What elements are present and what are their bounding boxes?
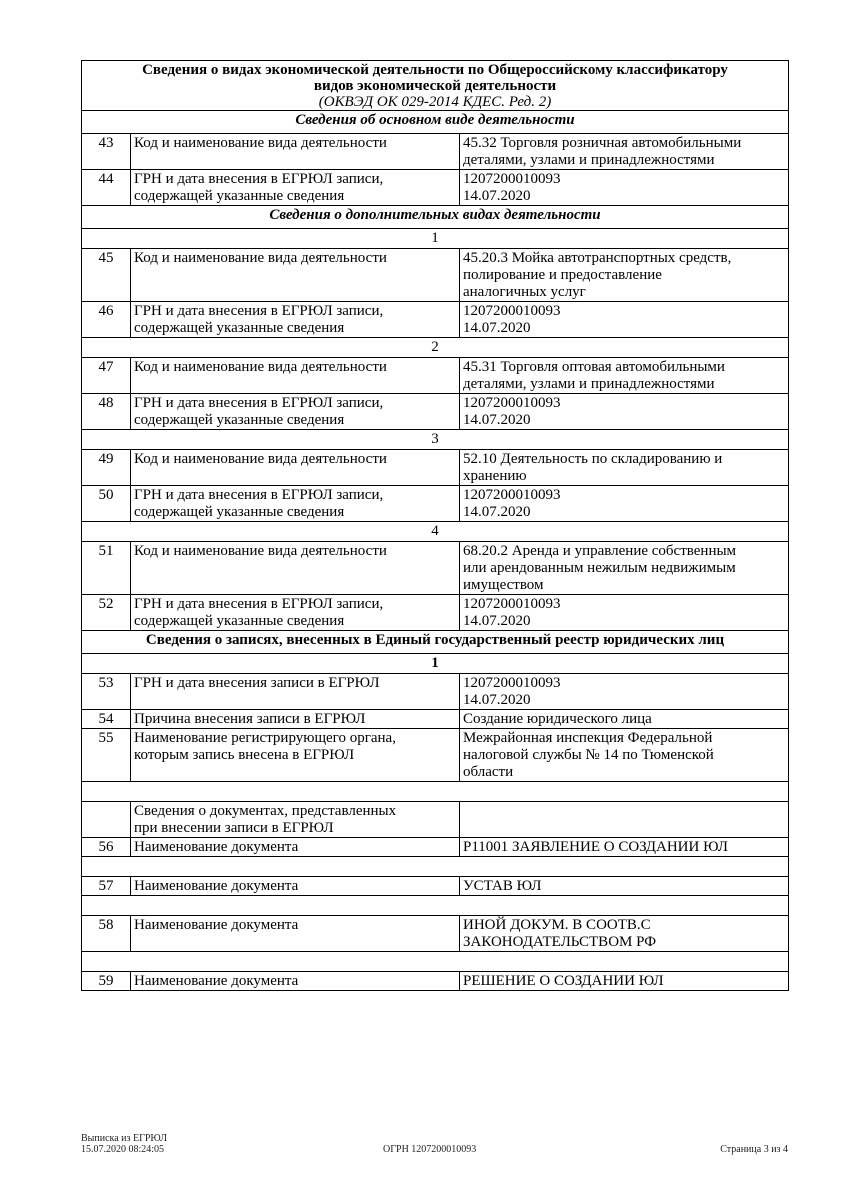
- footer-extract-label: Выписка из ЕГРЮЛ: [81, 1133, 167, 1144]
- table-row: [82, 710, 789, 729]
- group-row: [82, 522, 789, 542]
- footer-ogrn: ОГРН 1207200010093: [383, 1144, 477, 1155]
- table-row: [82, 170, 789, 206]
- table-row: [82, 877, 789, 896]
- row-number: 52: [82, 595, 131, 631]
- section-main-activity: Сведения об основном виде деятельности: [82, 111, 789, 134]
- row-value: ИНОЙ ДОКУМ. В СООТВ.С ЗАКОНОДАТЕЛЬСТВОМ РФ: [460, 916, 789, 952]
- classifier-subtitle: (ОКВЭД ОК 029-2014 КДЕС. Ред. 2): [318, 94, 552, 110]
- row-label: Код и наименование вида деятельности: [131, 134, 460, 170]
- row-value: 52.10 Деятельность по складированию и хранению: [460, 450, 789, 486]
- spacer-row: [82, 857, 789, 877]
- row-value: 1207200010093 14.07.2020: [460, 674, 789, 710]
- group-number: 2: [82, 338, 789, 358]
- empty-cell: [82, 952, 789, 972]
- spacer-row: [82, 896, 789, 916]
- row-label: ГРН и дата внесения в ЕГРЮЛ записи, содержащей указанные сведения: [131, 302, 460, 338]
- section-row: [82, 206, 789, 229]
- row-number: 56: [82, 838, 131, 857]
- table-row: [82, 916, 789, 952]
- row-number: 48: [82, 394, 131, 430]
- table-header-row: [82, 61, 789, 111]
- group-number: 4: [82, 522, 789, 542]
- row-value: 1207200010093 14.07.2020: [460, 170, 789, 206]
- row-number: 47: [82, 358, 131, 394]
- row-label: Код и наименование вида деятельности: [131, 358, 460, 394]
- row-label: ГРН и дата внесения в ЕГРЮЛ записи, содержащей указанные сведения: [131, 394, 460, 430]
- group-row: [82, 430, 789, 450]
- row-number: [82, 802, 131, 838]
- row-value: 1207200010093 14.07.2020: [460, 486, 789, 522]
- egrul-extract-table: [81, 60, 789, 991]
- empty-cell: [82, 857, 789, 877]
- record-number: 1: [82, 654, 789, 674]
- row-value: Создание юридического лица: [460, 710, 789, 729]
- table-row: [82, 542, 789, 595]
- row-label: Наименование документа: [131, 838, 460, 857]
- table-row: [82, 394, 789, 430]
- section-additional-activities: Сведения о дополнительных видах деятельности: [82, 206, 789, 229]
- row-value: 45.32 Торговля розничная автомобильными деталями, узлами и принадлежностями: [460, 134, 789, 170]
- table-row: [82, 358, 789, 394]
- row-number: 55: [82, 729, 131, 782]
- empty-cell: [82, 782, 789, 802]
- row-label: Сведения о документах, представленных при внесении записи в ЕГРЮЛ: [131, 802, 460, 838]
- row-value: Р11001 ЗАЯВЛЕНИЕ О СОЗДАНИИ ЮЛ: [460, 838, 789, 857]
- row-number: 49: [82, 450, 131, 486]
- row-value: РЕШЕНИЕ О СОЗДАНИИ ЮЛ: [460, 972, 789, 991]
- group-row: [82, 338, 789, 358]
- row-label: ГРН и дата внесения записи в ЕГРЮЛ: [131, 674, 460, 710]
- row-label: Код и наименование вида деятельности: [131, 450, 460, 486]
- row-label: Наименование регистрирующего органа, которым запись внесена в ЕГРЮЛ: [131, 729, 460, 782]
- row-label: Код и наименование вида деятельности: [131, 249, 460, 302]
- table-row: [82, 302, 789, 338]
- row-number: 53: [82, 674, 131, 710]
- row-value: 1207200010093 14.07.2020: [460, 394, 789, 430]
- section-row: [82, 631, 789, 654]
- group-row: [82, 229, 789, 249]
- row-number: 59: [82, 972, 131, 991]
- row-label: Причина внесения записи в ЕГРЮЛ: [131, 710, 460, 729]
- row-value: 1207200010093 14.07.2020: [460, 595, 789, 631]
- group-number: 3: [82, 430, 789, 450]
- group-number: 1: [82, 229, 789, 249]
- footer-extract-info: [81, 1133, 167, 1155]
- row-number: 54: [82, 710, 131, 729]
- row-number: 57: [82, 877, 131, 896]
- row-number: 51: [82, 542, 131, 595]
- row-label: Наименование документа: [131, 877, 460, 896]
- row-label: Код и наименование вида деятельности: [131, 542, 460, 595]
- row-value: 45.31 Торговля оптовая автомобильными деталями, узлами и принадлежностями: [460, 358, 789, 394]
- table-row: [82, 838, 789, 857]
- table-row: [82, 802, 789, 838]
- row-number: 43: [82, 134, 131, 170]
- row-number: 58: [82, 916, 131, 952]
- footer-page-number: Страница 3 из 4: [720, 1144, 788, 1155]
- table-row: [82, 674, 789, 710]
- spacer-row: [82, 952, 789, 972]
- section-row: [82, 111, 789, 134]
- row-number: 50: [82, 486, 131, 522]
- empty-cell: [82, 896, 789, 916]
- table-row: [82, 450, 789, 486]
- row-value: 1207200010093 14.07.2020: [460, 302, 789, 338]
- row-value: УСТАВ ЮЛ: [460, 877, 789, 896]
- row-value: [460, 802, 789, 838]
- table-row: [82, 249, 789, 302]
- row-label: Наименование документа: [131, 916, 460, 952]
- footer-timestamp: 15.07.2020 08:24:05: [81, 1144, 165, 1155]
- table-title: Сведения о видах экономической деятельности по Общероссийскому классификатору видов экономической деятельности (ОКВЭД ОК 029-2014 КДЕС. Ред. 2): [82, 61, 789, 111]
- row-label: ГРН и дата внесения в ЕГРЮЛ записи, содержащей указанные сведения: [131, 595, 460, 631]
- row-value: 68.20.2 Аренда и управление собственным или арендованным нежилым недвижимым имуществом: [460, 542, 789, 595]
- spacer-row: [82, 782, 789, 802]
- table-row: [82, 729, 789, 782]
- row-value: Межрайонная инспекция Федеральной налоговой службы № 14 по Тюменской области: [460, 729, 789, 782]
- table-row: [82, 486, 789, 522]
- row-label: ГРН и дата внесения в ЕГРЮЛ записи, содержащей указанные сведения: [131, 486, 460, 522]
- row-label: Наименование документа: [131, 972, 460, 991]
- table-row: [82, 972, 789, 991]
- table-row: [82, 134, 789, 170]
- row-number: 46: [82, 302, 131, 338]
- section-registry-records: Сведения о записях, внесенных в Единый государственный реестр юридических лиц: [82, 631, 789, 654]
- group-row: [82, 654, 789, 674]
- row-number: 45: [82, 249, 131, 302]
- row-value: 45.20.3 Мойка автотранспортных средств, полирование и предоставление аналогичных услуг: [460, 249, 789, 302]
- row-number: 44: [82, 170, 131, 206]
- row-label: ГРН и дата внесения в ЕГРЮЛ записи, содержащей указанные сведения: [131, 170, 460, 206]
- table-row: [82, 595, 789, 631]
